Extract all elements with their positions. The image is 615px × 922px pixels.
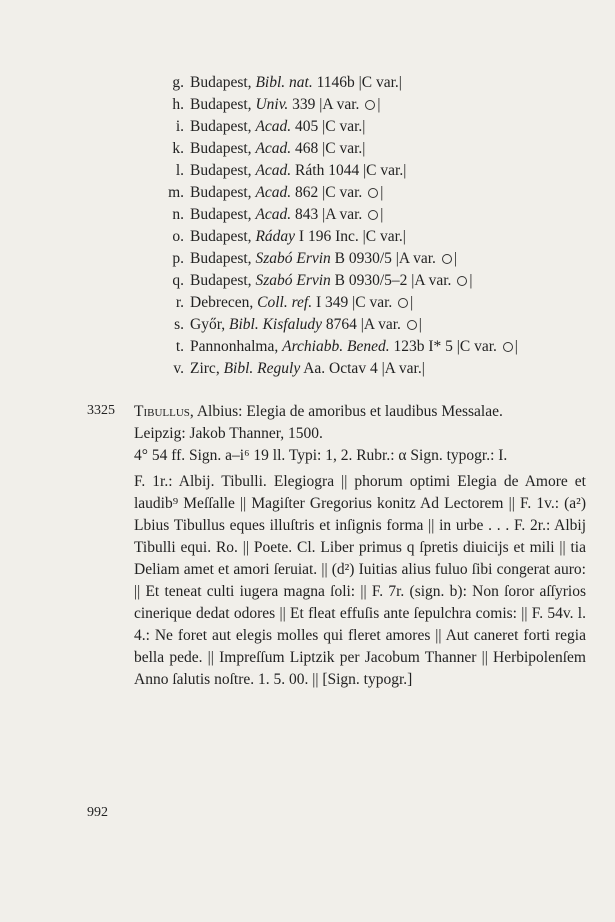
circle-mark-icon xyxy=(398,298,408,308)
location-line: l. Budapest, Acad. Ráth 1044 |C var.| xyxy=(175,162,407,179)
circle-mark-icon xyxy=(407,320,417,330)
entry-imprint: Leipzig: Jakob Thanner, 1500. xyxy=(134,425,323,442)
location-line: k. Budapest, Acad. 468 |C var.| xyxy=(172,140,366,157)
catalog-entry xyxy=(134,401,586,691)
location-line: p. Budapest, Szabó Ervin B 0930/5 |A var. | xyxy=(172,250,457,267)
location-line: v. Zirc, Bibl. Reguly Aa. Octav 4 |A var.| xyxy=(173,360,425,377)
circle-mark-icon xyxy=(503,342,513,352)
location-line: h. Budapest, Univ. 339 |A var. | xyxy=(172,96,381,113)
location-line: n. Budapest, Acad. 843 |A var. | xyxy=(172,206,384,223)
circle-mark-icon xyxy=(365,100,375,110)
location-line: q. Budapest, Szabó Ervin B 0930/5–2 |A var. | xyxy=(172,272,473,289)
location-line: r. Debrecen, Coll. ref. I 349 |C var. | xyxy=(175,294,414,311)
circle-mark-icon xyxy=(368,210,378,220)
location-line: g. Budapest, Bibl. nat. 1146b |C var.| xyxy=(172,74,402,91)
entry-collation: 4° 54 ff. Sign. a–i⁶ 19 ll. Typi: 1, 2. Rubr.: α Sign. typogr.: I. xyxy=(134,447,508,464)
entry-transcription: F. 1r.: Albij. Tibulli. Elegiogra || phorum optimi Elegia de Amore et laudib⁹ Meſſalle || Magiſter Gregorius konitz Ad Lectorem || F. 1v.: (a²) Lbius Tibullus eques illuſtris et inſignis forma || in urbe . . . F. 2r.: Albij Tibulli equi. Ro. || Poete. Cl. Liber primus q ſpretis diuicijs et mili || tia Deliam amet et amori ſeruiat. || (d²) Iuitias alius fuluo ſibi congerat auro: || Et teneat culti iugera magna ſoli: || F. 7r. (sign. b): Non ſoror aſſyrios cinerique dedat odores || Et fleat effuſis ante ſepulchra comis: || F. 54v. l. 4.: Ne foret aut elegis molles qui fleret amores || Aut caneret forti regia bella pede. || Impreſſum Liptzik per Jacobum Thanner || Herbipolenſem Anno ſalutis noſtre. 1. 5. 00. || [Sign. typogr.] xyxy=(134,473,586,688)
location-line: t. Pannonhalma, Archiabb. Bened. 123b I* 5 |C var. | xyxy=(175,338,518,355)
page-number: 992 xyxy=(87,805,108,820)
location-line: m. Budapest, Acad. 862 |C var. | xyxy=(168,184,384,201)
location-line: s. Győr, Bibl. Kisfaludy 8764 |A var. | xyxy=(174,316,422,333)
entry-author: Tibullus xyxy=(134,403,190,420)
circle-mark-icon xyxy=(368,188,378,198)
location-line: i. Budapest, Acad. 405 |C var.| xyxy=(175,118,366,135)
entry-heading: Tibullus, Albius: Elegia de amoribus et laudibus Messalae. xyxy=(134,403,503,420)
entry-number: 3325 xyxy=(87,403,115,418)
circle-mark-icon xyxy=(442,254,452,264)
circle-mark-icon xyxy=(457,276,467,286)
location-line: o. Budapest, Ráday I 196 Inc. |C var.| xyxy=(172,228,406,245)
